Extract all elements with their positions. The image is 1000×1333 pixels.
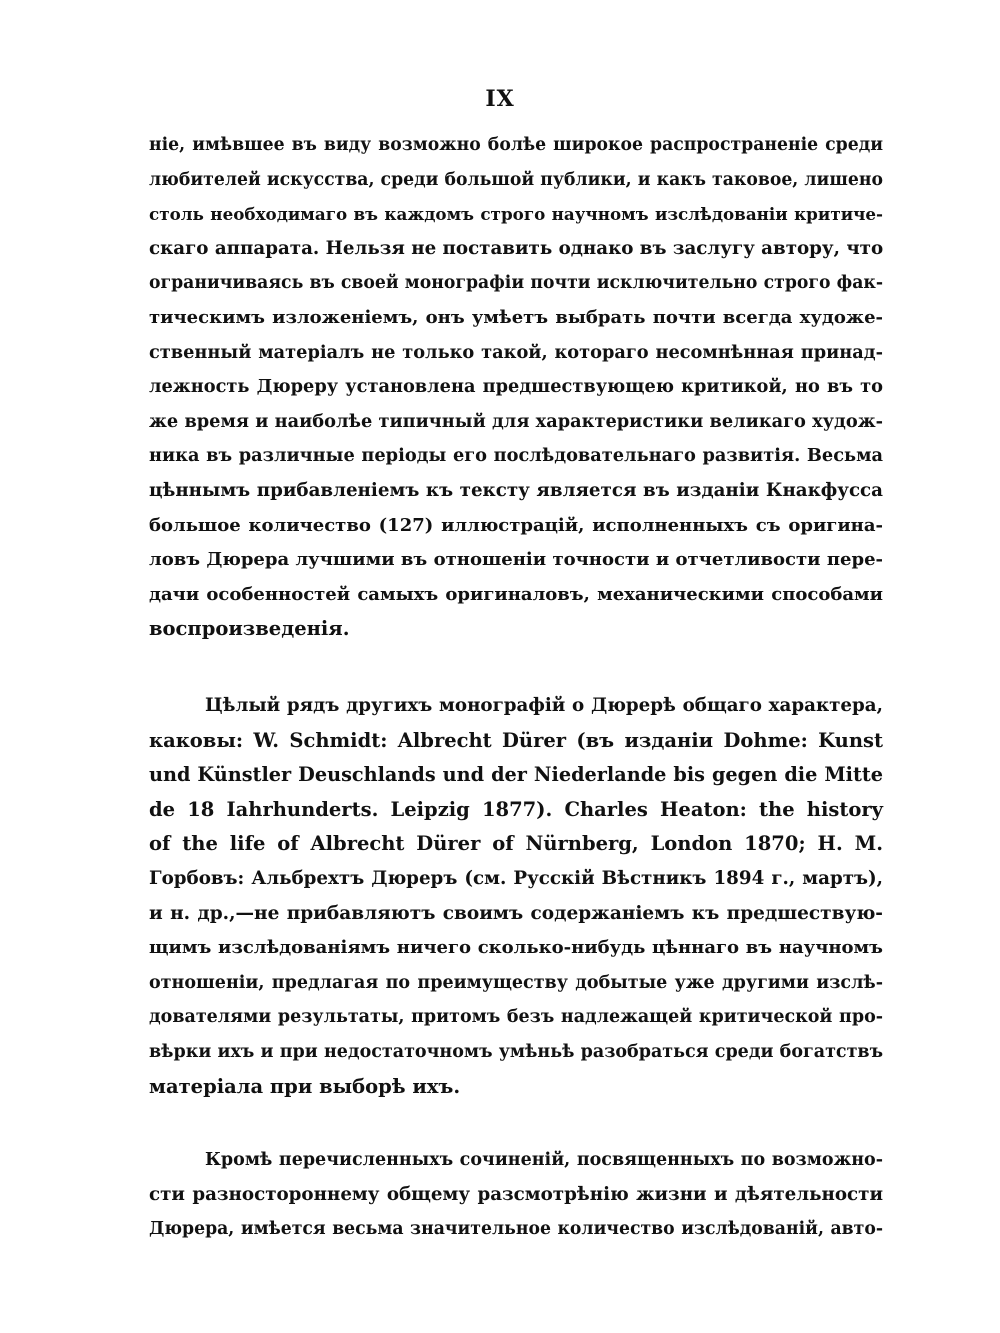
- text-line: щимъ изслѣдованіямъ ничего сколько-нибудь цѣннаго въ научномъ: [149, 937, 883, 959]
- text-line: тическимъ изложеніемъ, онъ умѣетъ выбрать почти всегда художе-: [149, 306, 883, 328]
- paragraph-1: [149, 128, 883, 647]
- text-line: воспроизведенія.: [149, 617, 350, 641]
- text-line: Горбовъ: Альбрехтъ Дюреръ (см. Русскій Вѣстникъ 1894 г., мартъ),: [149, 867, 883, 889]
- text-line: de 18 Iahrhunderts. Leipzig 1877). Charles Heaton: the history: [149, 797, 883, 821]
- text-line: и н. др.,—не прибавляютъ своимъ содержаніемъ къ предшествую-: [149, 902, 883, 924]
- text-line: Дюрера, имѣется весьма значительное количество изслѣдованій, авто-: [149, 1219, 883, 1240]
- text-line: of the life of Albrecht Dürer of Nürnberg, London 1870; Н. М.: [149, 832, 883, 856]
- text-line: каковы: W. Schmidt: Albrecht Dürer (въ изданіи Dohme: Kunst: [149, 728, 883, 752]
- paragraph-2: [149, 689, 883, 1104]
- text-line: лежность Дюреру установлена предшествующею критикой, но въ то: [149, 376, 883, 398]
- page-number: IX: [485, 86, 515, 112]
- text-line: und Künstler Deuschlands und der Niederlande bis gegen die Mitte: [149, 763, 883, 787]
- text-line: дователями результаты, притомъ безъ надлежащей критической про-: [149, 1007, 883, 1028]
- text-line: отношеніи, предлагая по преимуществу добытые уже другими изслѣ-: [149, 972, 883, 993]
- text-line: скаго аппарата. Нельзя не поставить однако въ заслугу автору, что: [149, 237, 884, 259]
- text-line: столь необходимаго въ каждомъ строго научномъ изслѣдованіи критиче-: [149, 204, 883, 225]
- paragraph-3: [149, 1143, 883, 1247]
- text-line: вѣрки ихъ и при недостаточномъ умѣньѣ разобраться среди богатствъ: [149, 1041, 883, 1062]
- text-line: ника въ различные періоды его послѣдовательнаго развитія. Весьма: [149, 445, 883, 467]
- text-line: цѣннымъ прибавленіемъ къ тексту является въ изданіи Кнакфусса: [149, 479, 883, 501]
- text-line: же время и наиболѣе типичный для характеристики великаго худож-: [149, 410, 883, 432]
- text-line: любителей искусства, среди большой публики, и какъ таковое, лишено: [149, 169, 883, 190]
- text-line: Цѣлый рядъ другихъ монографій о Дюрерѣ общаго характера,: [205, 695, 883, 716]
- text-line: большое количество (127) иллюстрацій, исполненныхъ съ оригина-: [149, 514, 883, 536]
- text-line: ограничиваясь въ своей монографіи почти исключительно строго фак-: [149, 273, 883, 294]
- text-line: матеріала при выборѣ ихъ.: [149, 1074, 461, 1098]
- text-line: ніе, имѣвшее въ виду возможно болѣе широкое распространеніе среди: [149, 135, 883, 155]
- text-line: ственный матеріалъ не только такой, котораго несомнѣнная принад-: [149, 341, 883, 363]
- text-line: ловъ Дюрера лучшими въ отношеніи точности и отчетливости пере-: [149, 549, 883, 571]
- text-line: дачи особенностей самыхъ оригиналовъ, механическими способами: [149, 583, 883, 605]
- text-line: Кромѣ перечисленныхъ сочиненій, посвященныхъ по возможно-: [205, 1150, 883, 1170]
- text-line: сти разностороннему общему разсмотрѣнію жизни и дѣятельности: [149, 1183, 883, 1205]
